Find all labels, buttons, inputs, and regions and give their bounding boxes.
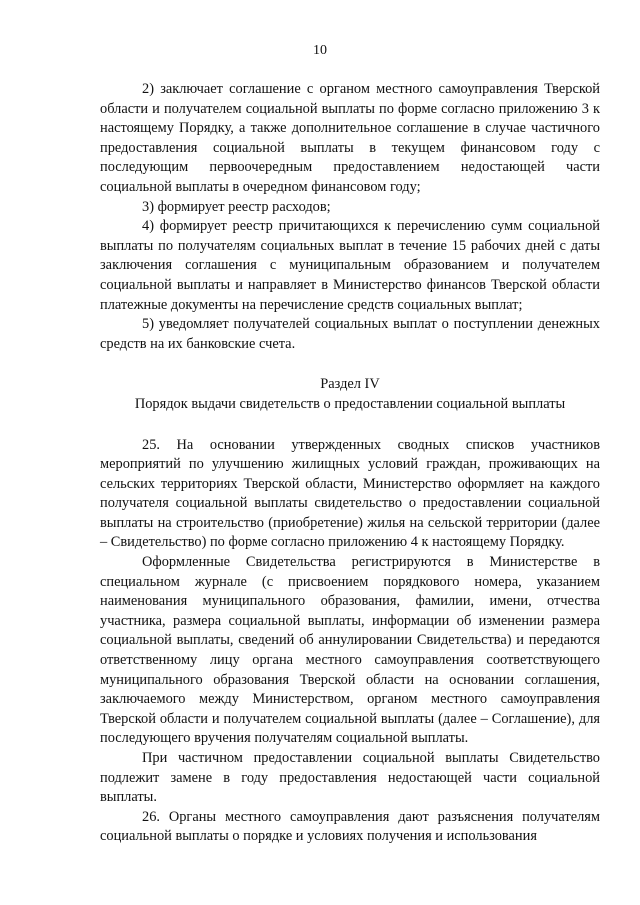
paragraph-item-3: 3) формирует реестр расходов; xyxy=(142,198,331,215)
paragraph-partial-payment: При частичном предоставлении социальной выплаты Свидетельство подлежит замене в году предоставления недостающей части социальной выплаты. xyxy=(100,750,600,806)
paragraph-registration: Оформленные Свидетельства регистрируются в Министерстве в специальном журнале (с присвоением порядкового номера, указанием наименования муниципального образования, фамилии, имени, отчества участника, размера социальной выплаты, информации об изменении размера социальной выплаты, сведений об аннулировании Свидетельства) и передаются ответственному лицу органа местного самоуправления соответствующего муниципального образования Тверской области на основании соглашения, заключаемого между Министерством, органом местного самоуправления Тверской области и получателем социальной выплаты (далее – Соглашение), для последующего вручения получателям социальной выплаты. xyxy=(100,554,600,747)
page-number: 10 xyxy=(313,43,327,58)
section-title: Порядок выдачи свидетельств о предоставлении социальной выплаты xyxy=(134,395,566,412)
section-heading: Раздел IV xyxy=(320,376,380,393)
paragraph-clause-25: 25. На основании утвержденных сводных списков участников мероприятий по улучшению жилищных условий граждан, проживающих на сельских территориях Тверской области, Министерство оформляет на каждого получателя социальной выплаты свидетельство о предоставлении социальной выплаты на строительство (приобретение) жилья на сельской территории (далее – Свидетельство) по форме согласно приложению 4 к настоящему Порядку. xyxy=(100,436,600,551)
paragraph-item-2: 2) заключает соглашение с органом местного самоуправления Тверской области и получателем социальной выплаты по форме согласно приложению 3 к настоящему Порядку, а также дополнительное соглашение в случае частичного предоставления социальной выплаты в текущем финансовом году с последующим первоочередным предоставлением недостающей части социальной выплаты в очередном финансовом году; xyxy=(100,81,600,195)
paragraph-clause-26: 26. Органы местного самоуправления дают разъяснения получателям социальной выплаты о порядке и условиях получения и использования xyxy=(100,808,600,845)
paragraph-item-5: 5) уведомляет получателей социальных выплат о поступлении денежных средств на их банковские счета. xyxy=(100,316,600,352)
document-body xyxy=(100,80,600,847)
paragraph-item-4: 4) формирует реестр причитающихся к перечислению сумм социальной выплаты по получателям социальных выплат в течение 15 рабочих дней с даты заключения соглашения с муниципальным образованием и получателем социальной выплаты и направляет в Министерство финансов Тверской области платежные документы на перечисление средств социальных выплат; xyxy=(100,218,600,313)
